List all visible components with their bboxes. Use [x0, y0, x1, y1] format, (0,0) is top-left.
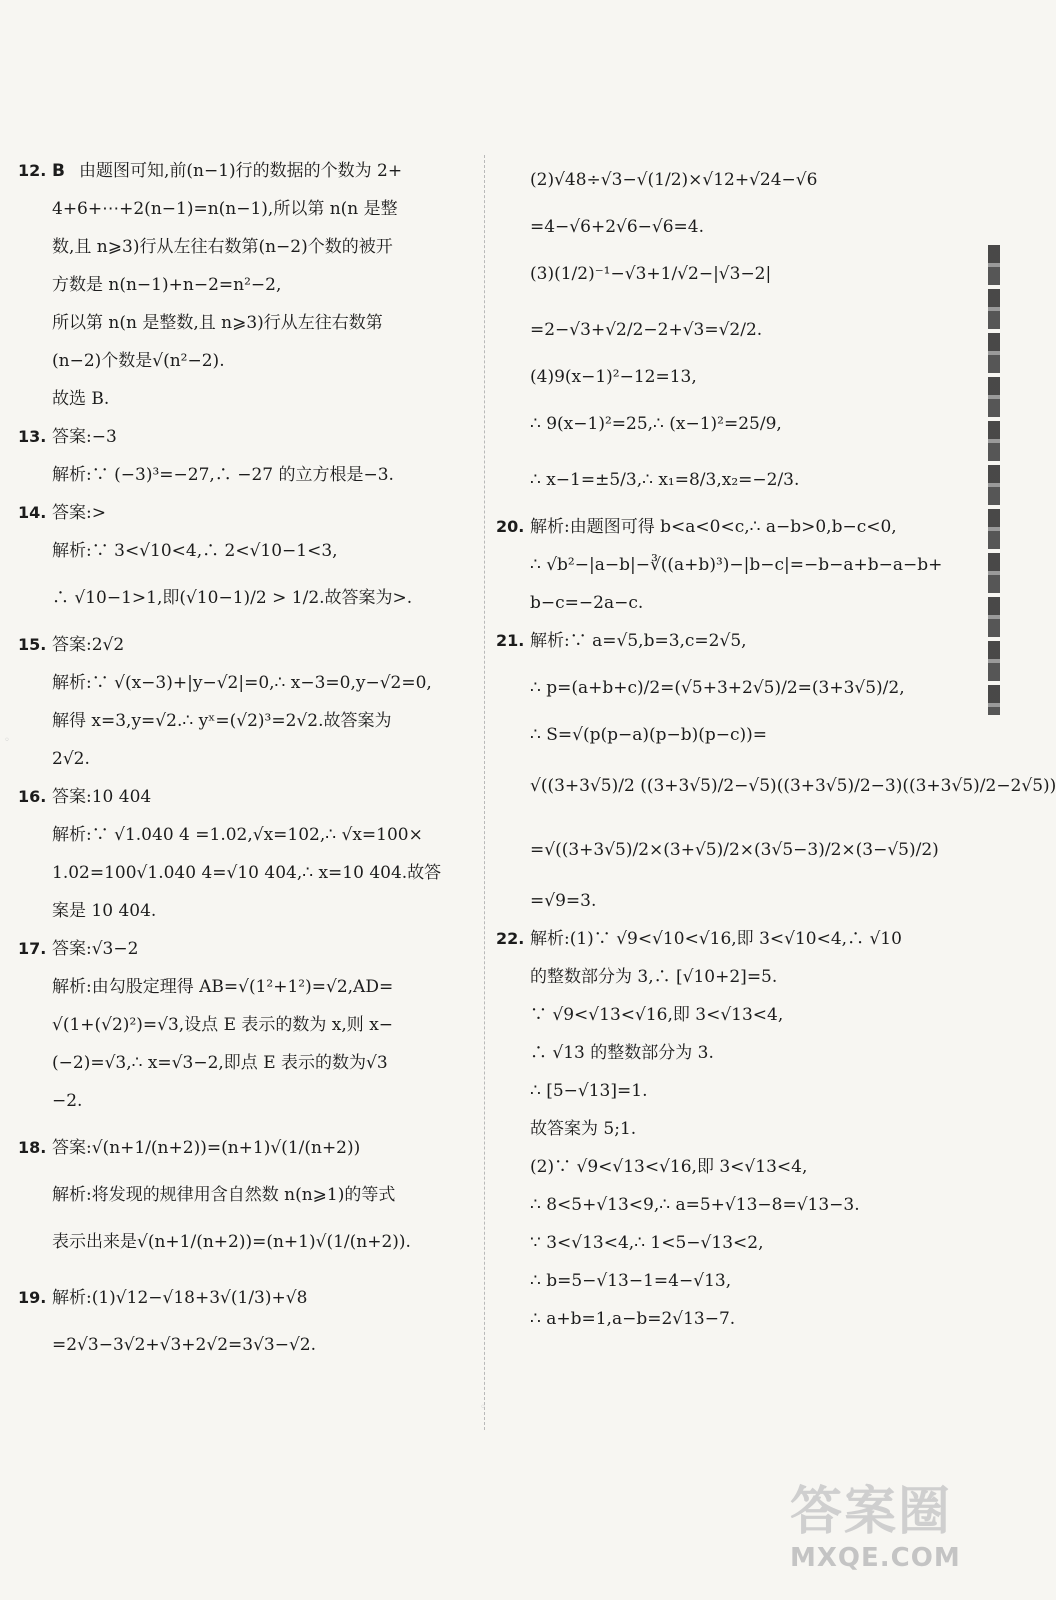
line-text: √(1+(√2)²)=√3,设点 E 表示的数为 x,则 x−: [52, 1015, 394, 1035]
solution-line: [18, 968, 474, 1006]
line-text: 解析:∵ √1.040 4 =1.02,√x=102,∴ √x=100×: [52, 825, 423, 845]
fold-mark: ◦: [480, 1402, 486, 1413]
solution-line: [18, 190, 474, 228]
line-text: ∴ a+b=1,a−b=2√13−7.: [530, 1309, 736, 1329]
solution-line: [18, 456, 474, 494]
solution-line: [496, 246, 936, 302]
line-text: (2)√48÷√3−√(1/2)×√12+√24−√6: [530, 170, 818, 190]
solution-line: [18, 342, 474, 380]
solution-line: [18, 1176, 474, 1214]
line-text: =2√3−3√2+√3+2√2=3√3−√2.: [52, 1335, 317, 1355]
line-text: 4+6+⋯+2(n−1)=n(n−1),所以第 n(n 是整: [52, 199, 398, 219]
solution-line: [18, 892, 474, 930]
solution-line: [18, 740, 474, 778]
solution-line: [18, 816, 474, 854]
line-text: ∴ p=(a+b+c)/2=(√5+3+2√5)/2=(3+3√5)/2,: [530, 678, 905, 698]
line-text: ∴ √13 的整数部分为 3.: [530, 1043, 714, 1063]
line-text: 由题图可知,前(n−1)行的数据的个数为 2+: [78, 161, 403, 181]
solution-line: [496, 996, 936, 1034]
page-edge-strip: [988, 245, 1000, 715]
line-text: 方数是 n(n−1)+n−2=n²−2,: [52, 275, 282, 295]
line-text: 的整数部分为 3,∴ [√10+2]=5.: [530, 967, 778, 987]
solution-line: [496, 452, 936, 508]
solution-line: [18, 1326, 474, 1364]
solution-line: [496, 1300, 936, 1338]
solution-line: [18, 854, 474, 892]
line-text: 故选 B.: [52, 389, 110, 409]
line-text: =√9=3.: [530, 891, 597, 911]
line-text: (3)(1/2)⁻¹−√3+1/√2−|√3−2|: [530, 264, 772, 284]
line-text: 所以第 n(n 是整数,且 n⩾3)行从左往右数第: [52, 313, 383, 333]
line-text: 解析:∵ (−3)³=−27,∴ −27 的立方根是−3.: [52, 465, 394, 485]
answer-choice: B: [52, 161, 65, 181]
solution-line: [496, 1110, 936, 1148]
question-number: 22.: [496, 929, 525, 948]
solution-line: [496, 660, 936, 716]
line-text: (2)∵ √9<√13<√16,即 3<√13<4,: [530, 1157, 808, 1177]
line-text: ∴ b=5−√13−1=4−√13,: [530, 1271, 732, 1291]
line-text: 答案:2√2: [52, 635, 125, 655]
line-text: ∵ √9<√13<√16,即 3<√13<4,: [530, 1005, 784, 1025]
question-line: [18, 1270, 474, 1326]
solution-line: [496, 1034, 936, 1072]
line-text: 案是 10 404.: [52, 901, 157, 921]
line-text: (−2)=√3,∴ x=√3−2,即点 E 表示的数为√3: [52, 1053, 388, 1073]
solution-line: [18, 266, 474, 304]
line-text: ∴ 8<5+√13<9,∴ a=5+√13−8=√13−3.: [530, 1195, 860, 1215]
watermark-logo: 答案圈: [790, 1482, 953, 1542]
question-number: 21.: [496, 631, 525, 650]
line-text: 答案:−3: [52, 427, 117, 447]
question-line: [18, 494, 474, 532]
line-text: 解析:∵ √(x−3)+|y−√2|=0,∴ x−3=0,y−√2=0,: [52, 673, 432, 693]
line-text: √((3+3√5)/2 ((3+3√5)/2−√5)((3+3√5)/2−3)((3+3√5)/2−2√5)): [530, 776, 1056, 796]
line-text: 解得 x=3,y=√2.∴ yˣ=(√2)³=2√2.故答案为: [52, 711, 392, 731]
line-text: 解析:(1)√12−√18+3√(1/3)+√8: [52, 1288, 308, 1308]
question-number: 20.: [496, 517, 525, 536]
line-text: (4)9(x−1)²−12=13,: [530, 367, 697, 387]
solution-line: [496, 882, 936, 920]
question-number: 17.: [18, 939, 47, 958]
question-number: 18.: [18, 1138, 47, 1157]
solution-line: [496, 546, 943, 584]
question-line: [18, 1120, 474, 1176]
line-text: 解析:∵ 3<√10<4,∴ 2<√10−1<3,: [52, 541, 338, 561]
line-text: 解析:(1)∵ √9<√10<√16,即 3<√10<4,∴ √10: [530, 929, 902, 949]
solution-line: [18, 570, 474, 626]
question-line: [18, 418, 474, 456]
solution-line: [496, 208, 936, 246]
question-number: 12.: [18, 161, 47, 180]
question-line: [18, 930, 474, 968]
question-number: 19.: [18, 1288, 47, 1307]
line-text: 解析:将发现的规律用含自然数 n(n⩾1)的等式: [52, 1185, 396, 1205]
line-text: (n−2)个数是√(n²−2).: [52, 351, 225, 371]
solution-line: [18, 380, 474, 418]
line-text: ∴ √b²−|a−b|−∛((a+b)³)−|b−c|=−b−a+b−a−b+: [530, 555, 943, 575]
line-text: 数,且 n⩾3)行从左往右数第(n−2)个数的被开: [52, 237, 393, 257]
line-text: −2.: [52, 1091, 83, 1111]
question-number: 16.: [18, 787, 47, 806]
line-text: 1.02=100√1.040 4=√10 404,∴ x=10 404.故答: [52, 863, 442, 883]
solution-line: [18, 664, 474, 702]
solution-line: [18, 1214, 474, 1270]
solution-line: [496, 958, 936, 996]
line-text: ∴ x−1=±5/3,∴ x₁=8/3,x₂=−2/3.: [530, 470, 800, 490]
line-text: =4−√6+2√6−√6=4.: [530, 217, 705, 237]
question-line: [18, 152, 474, 190]
solution-line: [18, 1044, 474, 1082]
line-text: 解析:由勾股定理得 AB=√(1²+1²)=√2,AD=: [52, 977, 394, 997]
solution-line: [18, 304, 474, 342]
solution-line: [496, 754, 1056, 818]
solution-line: [496, 584, 936, 622]
line-text: ∵ 3<√13<4,∴ 1<5−√13<2,: [530, 1233, 764, 1253]
question-line: [496, 622, 936, 660]
solution-line: [496, 1262, 936, 1300]
line-text: =2−√3+√2/2−2+√3=√2/2.: [530, 320, 763, 340]
column-divider: [484, 155, 485, 1430]
solution-line: [496, 396, 936, 452]
solution-line: [18, 1006, 474, 1044]
question-number: 14.: [18, 503, 47, 522]
line-text: 答案:√(n+1/(n+2))=(n+1)√(1/(n+2)): [52, 1138, 361, 1158]
binding-mark: ◦: [4, 735, 10, 746]
question-number: 15.: [18, 635, 47, 654]
right-column: [496, 152, 1056, 1338]
solution-line: [496, 1186, 936, 1224]
line-text: b−c=−2a−c.: [530, 593, 644, 613]
question-line: [18, 626, 474, 664]
question-number: 13.: [18, 427, 47, 446]
line-text: 解析:由题图可得 b<a<0<c,∴ a−b>0,b−c<0,: [530, 517, 897, 537]
line-text: 答案:>: [52, 503, 106, 523]
line-text: 表示出来是√(n+1/(n+2))=(n+1)√(1/(n+2)).: [52, 1232, 411, 1252]
solution-line: [496, 1224, 936, 1262]
line-text: ∴ S=√(p(p−a)(p−b)(p−c))=: [530, 725, 768, 745]
line-text: 2√2.: [52, 749, 90, 769]
solution-line: [496, 716, 936, 754]
line-text: ∴ [5−√13]=1.: [530, 1081, 648, 1101]
left-column: [18, 152, 474, 1364]
solution-line: [496, 1148, 936, 1186]
solution-line: [496, 302, 936, 358]
line-text: 解析:∵ a=√5,b=3,c=2√5,: [530, 631, 747, 651]
solution-line: [496, 152, 936, 208]
question-line: [496, 508, 936, 546]
line-text: =√((3+3√5)/2×(3+√5)/2×(3√5−3)/2×(3−√5)/2): [530, 840, 939, 860]
line-text: 答案:10 404: [52, 787, 152, 807]
line-text: 故答案为 5;1.: [530, 1119, 637, 1139]
solution-line: [18, 702, 474, 740]
solution-line: [496, 358, 936, 396]
question-line: [18, 778, 474, 816]
line-text: 答案:√3−2: [52, 939, 139, 959]
solution-line: [18, 228, 474, 266]
solution-line: [18, 1082, 474, 1120]
solution-line: [496, 818, 939, 882]
solution-line: [496, 1072, 936, 1110]
line-text: ∴ √10−1>1,即(√10−1)/2 > 1/2.故答案为>.: [52, 588, 413, 608]
line-text: ∴ 9(x−1)²=25,∴ (x−1)²=25/9,: [530, 414, 782, 434]
solution-line: [18, 532, 474, 570]
watermark-url: MXQE.COM: [790, 1543, 961, 1573]
watermark: [790, 1482, 990, 1592]
question-line: [496, 920, 936, 958]
